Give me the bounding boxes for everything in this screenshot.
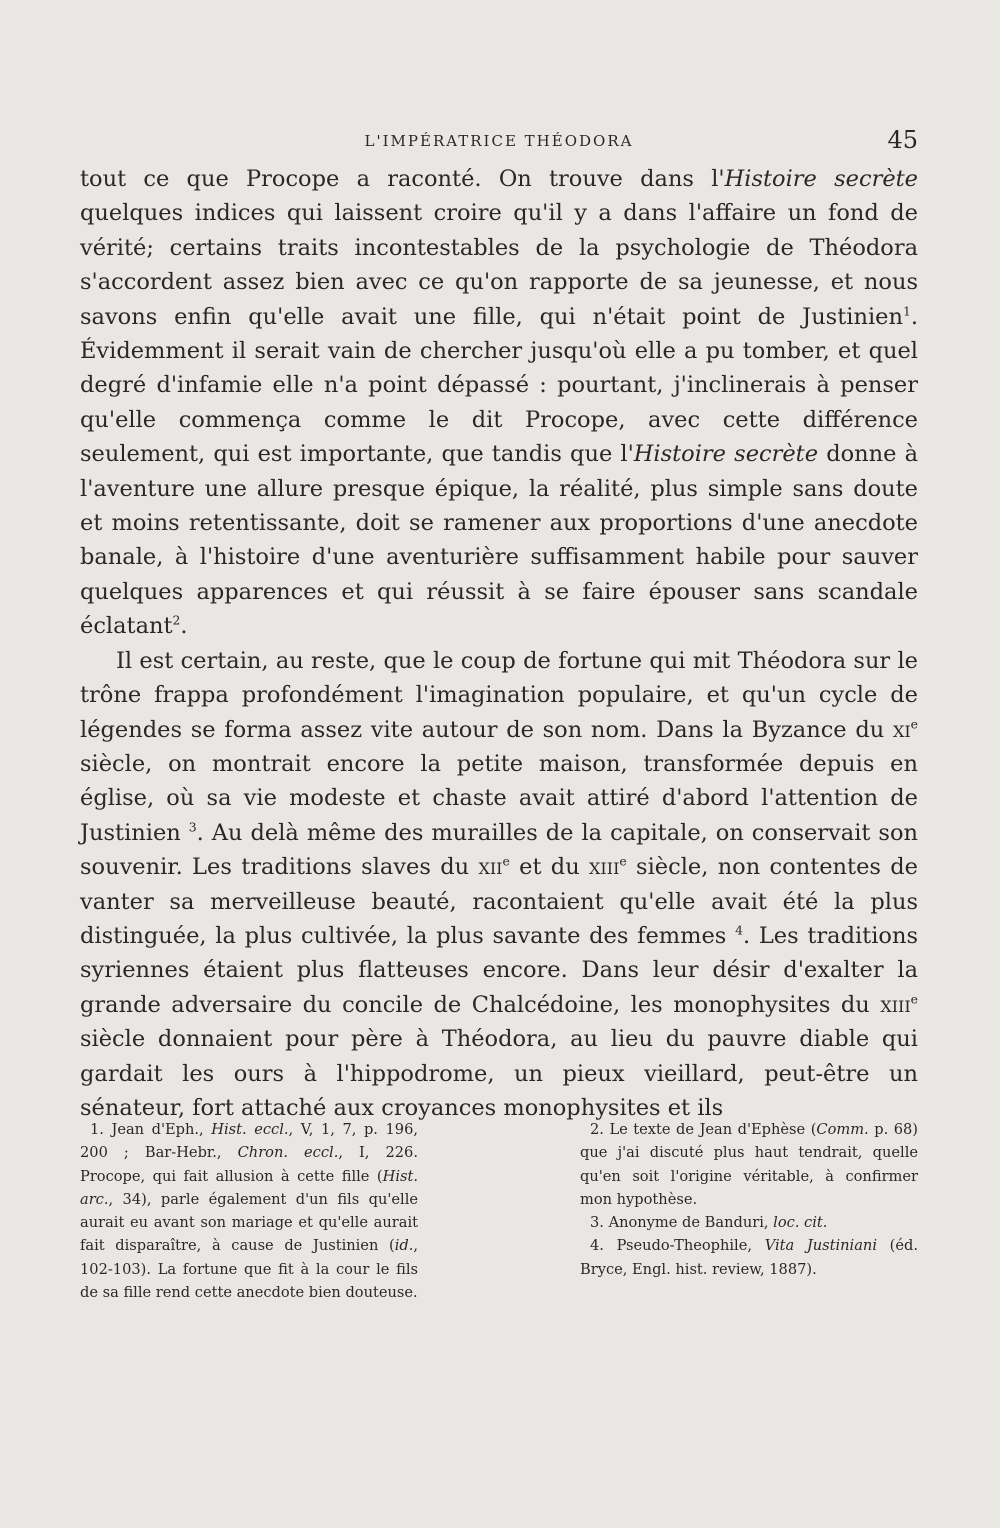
text-run: p. 68) que j'ai discuté plus haut tendrait, quelle qu'en soit l'origine véritable, à confirmer mon hypothèse. <box>580 1121 918 1208</box>
century-numeral: xii <box>478 854 503 881</box>
italic-ref: Vita Justiniani <box>764 1237 877 1255</box>
italic-title: Histoire secrète <box>724 166 918 192</box>
text-run: . Au delà même des murailles de la capitale, on conservait son souvenir. Les traditions slaves du <box>80 819 918 881</box>
text-run: , 34), parle également d'un fils qu'elle aurait eu avant son mariage et qu'elle aurait fait disparaître, à cause de Justinien ( <box>80 1190 418 1255</box>
text-run: , 102-103). La fortune que fit à la cour le fils de sa fille rend cette anecdote bien douteuse. <box>80 1237 418 1302</box>
italic-ref: Comm. <box>816 1121 869 1138</box>
footnotes <box>80 1118 918 1304</box>
page-number: 45 <box>887 126 918 154</box>
text-run: siècle, non contentes de vanter sa merveilleuse beauté, racontaient qu'elle avait été la plus distinguée, la plus cultivée, la plus savante des femmes <box>80 854 918 949</box>
italic-title: Histoire secrète <box>633 441 819 468</box>
paragraph-2 <box>80 644 918 1126</box>
text-run: Il est certain, au reste, que le coup de fortune qui mit Théodora sur le trône frappa profondément l'imagination populaire, et qu'un cycle de légendes se forma assez vite autour de son nom. Dans la Byzance du <box>80 647 918 743</box>
century-suffix: e <box>910 717 918 731</box>
running-head <box>80 128 918 160</box>
footnote-ref-4: 4 <box>735 923 743 938</box>
text-run: . Les traditions syriennes étaient plus flatteuses encore. Dans leur désir d'exalter la grande adversaire du concile de Chalcédoine, les monophysites du <box>80 922 918 1018</box>
footnote-3 <box>580 1211 918 1234</box>
century-suffix: e <box>910 992 918 1007</box>
text-run: , I, 226. Procope, qui fait allusion à cette fille ( <box>80 1144 418 1185</box>
italic-ref: Hist. eccl. <box>211 1121 289 1138</box>
text-run: (éd. Bryce, Engl. hist. review, 1887). <box>580 1237 918 1278</box>
century-suffix: e <box>619 854 627 869</box>
century-numeral: xiii <box>880 991 911 1018</box>
footnote-1 <box>80 1118 418 1304</box>
text-run: 1. Jean d'Eph., <box>90 1121 212 1138</box>
italic-ref: loc. cit. <box>773 1214 828 1232</box>
text-run: , V, 1, 7, p. 196, 200 ; Bar-Hebr., <box>80 1121 418 1162</box>
century-numeral: xi <box>892 716 911 743</box>
text-run: tout ce que Procope a raconté. On trouve dans l' <box>80 166 725 192</box>
footnote-ref-1: 1 <box>902 304 911 319</box>
text-run: 3. Anonyme de Banduri, <box>590 1214 774 1232</box>
footnote-column-right <box>580 1118 918 1304</box>
century-numeral: xiii <box>589 854 620 881</box>
footnote-2 <box>580 1118 918 1211</box>
text-run: . Évidemment il serait vain de chercher jusqu'où elle a pu tomber, et quel degré d'infamie elle n'a point dépassé : pourtant, j'inclinerais à penser qu'elle commença comme le dit Procope, avec cette différence seulement, qui est importante, que tandis que l' <box>80 303 918 468</box>
text-run: et du <box>509 854 590 881</box>
text-run: 2. Le texte de Jean d'Ephèse ( <box>590 1121 817 1138</box>
footnote-ref-2: 2 <box>172 613 181 628</box>
text-run: . <box>180 613 188 640</box>
italic-ref: Chron. eccl. <box>237 1144 339 1162</box>
text-run: donne à l'aventure une allure presque épique, la réalité, plus simple sans doute et moins retentissante, doit se ramener aux proportions d'une anecdote banale, à l'histoire d'une aventurière suffisamment habile pour sauver quelques apparences et qui réussit à se faire épouser sans scandale éclatant <box>80 441 918 640</box>
century-suffix: e <box>502 854 510 869</box>
footnote-column-left <box>80 1118 418 1304</box>
text-run: 4. Pseudo-Theophile, <box>590 1237 765 1255</box>
text-run: siècle, on montrait encore la petite maison, transformée depuis en église, où sa vie modeste et chaste avait attiré d'abord l'attention de Justinien <box>80 750 918 846</box>
paragraph-1 <box>80 162 918 644</box>
body-text <box>80 162 918 1125</box>
italic-ref: Hist. arc. <box>80 1167 418 1208</box>
text-run: quelques indices qui laissent croire qu'il y a dans l'affaire un fond de vérité; certains traits incontestables de la psychologie de Théodora s'accordent assez bien avec ce qu'on rapporte de sa jeunesse, et nous savons enfin qu'elle avait une fille, qui n'était point de Justinien <box>80 200 918 330</box>
footnote-4 <box>580 1234 918 1281</box>
italic-ref: id. <box>394 1237 414 1255</box>
running-title: L'IMPÉRATRICE THÉODORA <box>364 132 634 150</box>
text-run: siècle donnaient pour père à Théodora, au lieu du pauvre diable qui gardait les ours à l'hippodrome, un pieux vieillard, peut-être un sénateur, fort attaché aux croyances monophysites et ils <box>80 1026 918 1121</box>
footnote-ref-3: 3 <box>188 820 197 835</box>
